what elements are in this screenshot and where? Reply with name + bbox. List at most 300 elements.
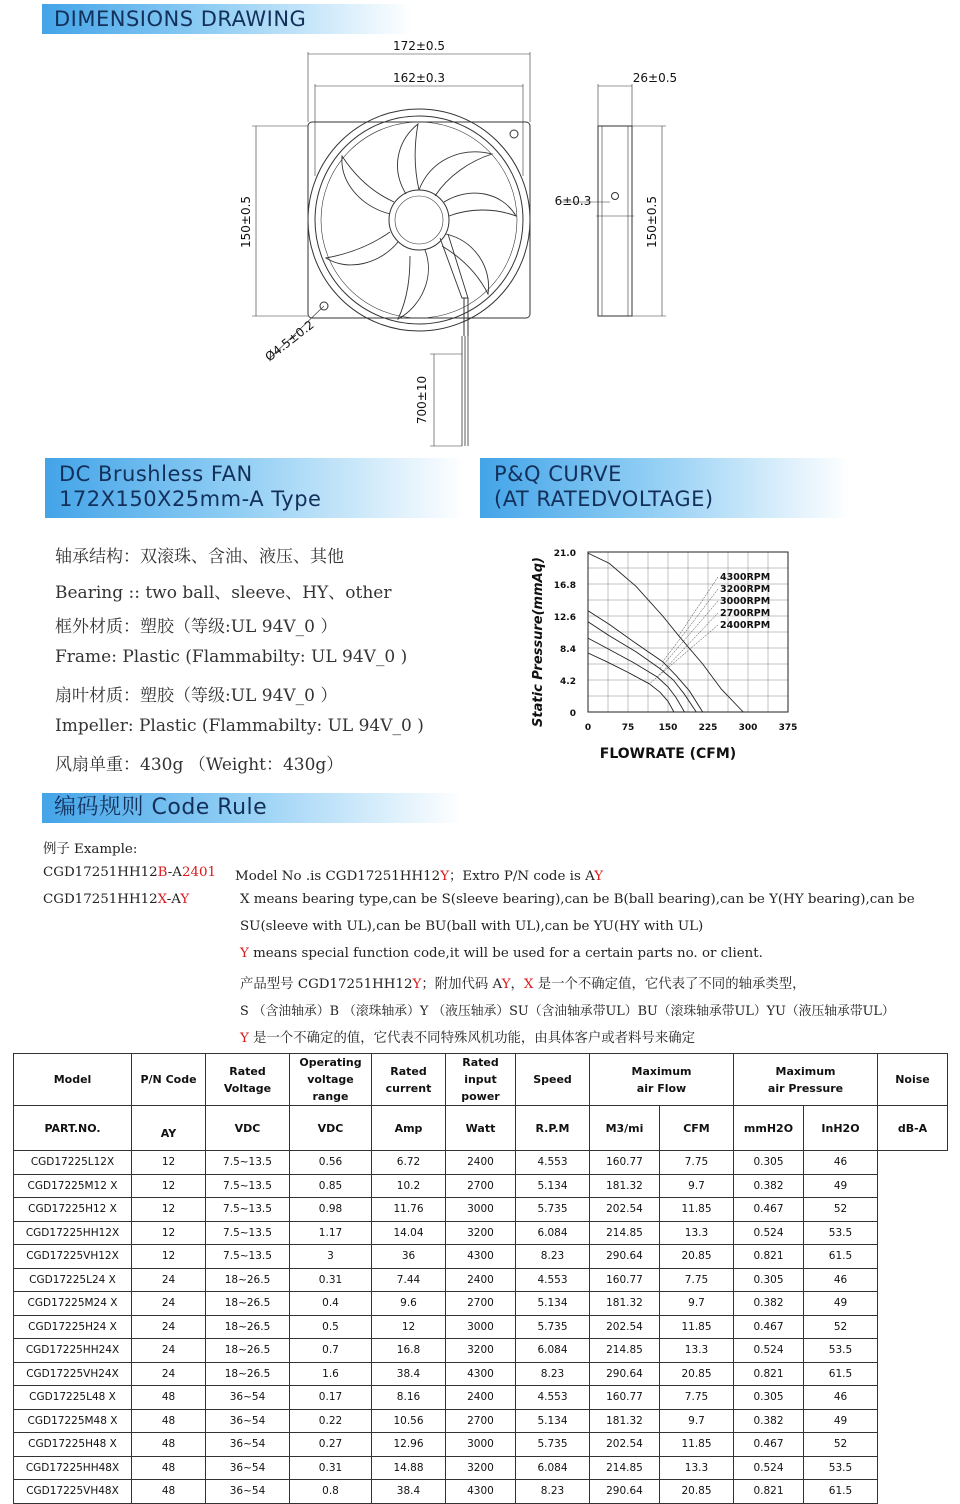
table-cell: 52 xyxy=(804,1433,878,1457)
table-cell: 7.75 xyxy=(660,1268,734,1292)
table-cell: 0.524 xyxy=(734,1456,804,1480)
table-cell: 12 xyxy=(132,1174,206,1198)
table-cell: 48 xyxy=(132,1480,206,1504)
table-cell: 0.8 xyxy=(290,1480,372,1504)
table-cell: 0.22 xyxy=(290,1409,372,1433)
y-meaning-line xyxy=(240,946,763,961)
dim-label-height-side: 150±0.5 xyxy=(645,195,659,249)
th-rated-power-1: Rated xyxy=(462,1056,499,1069)
y-tick-label: 21.0 xyxy=(553,549,576,559)
table-cell: 0.305 xyxy=(734,1151,804,1175)
table-cell: 24 xyxy=(132,1362,206,1386)
table-cell: 214.85 xyxy=(590,1221,660,1245)
table-row xyxy=(14,1433,948,1457)
example-2-code xyxy=(43,892,189,907)
table-cell: 0.56 xyxy=(290,1151,372,1175)
model-cell: CGD17225M12 X xyxy=(14,1174,132,1198)
table-cell: 160.77 xyxy=(590,1386,660,1410)
table-cell: 36~54 xyxy=(206,1433,290,1457)
table-cell: 0.4 xyxy=(290,1292,372,1316)
unit-part-no: PART.NO. xyxy=(14,1106,132,1151)
legend-leader-line xyxy=(649,625,718,684)
th-operating-range-2: voltage range xyxy=(307,1073,354,1103)
fan-side-view xyxy=(598,126,632,316)
series-line-3000rpm xyxy=(588,622,696,712)
cn-rule-1-y: Y xyxy=(412,977,422,992)
table-cell: 36~54 xyxy=(206,1480,290,1504)
table-cell: 53.5 xyxy=(804,1221,878,1245)
table-cell: 20.85 xyxy=(660,1480,734,1504)
table-cell: 3000 xyxy=(446,1198,516,1222)
example-1-code-prefix: CGD17251HH12 xyxy=(43,865,158,880)
spec-weight: 风扇单重：430g （Weight：430g） xyxy=(55,755,344,775)
table-cell: 181.32 xyxy=(590,1292,660,1316)
table-cell: 48 xyxy=(132,1409,206,1433)
table-cell: 38.4 xyxy=(372,1362,446,1386)
pq-curve-chart xyxy=(520,538,820,770)
table-cell: 5.134 xyxy=(516,1409,590,1433)
table-cell: 46 xyxy=(804,1386,878,1410)
example-2-code-sep: -A xyxy=(166,892,181,907)
table-row xyxy=(14,1245,948,1269)
spec-impeller-cn: 扇叶材质：塑胶（等级:UL 94V_0 ） xyxy=(55,686,338,706)
table-cell: 12 xyxy=(132,1245,206,1269)
legend-label: 2700RPM xyxy=(720,608,771,619)
table-cell: 0.524 xyxy=(734,1221,804,1245)
example-1-desc-mid: ；Extro P/N code is A xyxy=(449,869,595,884)
unit-range: VDC xyxy=(290,1106,372,1151)
table-cell: 48 xyxy=(132,1456,206,1480)
table-cell: 13.3 xyxy=(660,1221,734,1245)
table-cell: 18~26.5 xyxy=(206,1362,290,1386)
model-cell: CGD17225H48 X xyxy=(14,1433,132,1457)
table-cell: 11.85 xyxy=(660,1433,734,1457)
table-cell: 0.382 xyxy=(734,1174,804,1198)
table-cell: 6.084 xyxy=(516,1221,590,1245)
model-cell: CGD17225VH48X xyxy=(14,1480,132,1504)
table-cell: 181.32 xyxy=(590,1174,660,1198)
th-rated-power xyxy=(446,1054,516,1106)
table-cell: 6.084 xyxy=(516,1456,590,1480)
table-row xyxy=(14,1339,948,1363)
example-1-code-sep: -A xyxy=(167,865,182,880)
table-row xyxy=(14,1198,948,1222)
table-cell: 18~26.5 xyxy=(206,1268,290,1292)
pq-curve-title: P&Q CURVE xyxy=(494,462,622,486)
table-cell: 11.85 xyxy=(660,1198,734,1222)
model-cell: CGD17225HH24X xyxy=(14,1339,132,1363)
table-cell: 0.382 xyxy=(734,1292,804,1316)
table-cell: 52 xyxy=(804,1315,878,1339)
model-cell: CGD17225H24 X xyxy=(14,1315,132,1339)
y-tick-label: 4.2 xyxy=(560,677,576,687)
code-rule-title: 编码规则 Code Rule xyxy=(54,795,268,820)
example-2-code-prefix: CGD17251HH12 xyxy=(43,892,158,907)
th-max-airflow-1: Maximum xyxy=(631,1064,692,1078)
table-cell: 290.64 xyxy=(590,1245,660,1269)
model-cell: CGD17225M48 X xyxy=(14,1409,132,1433)
table-cell: 214.85 xyxy=(590,1456,660,1480)
table-cell: 9.7 xyxy=(660,1292,734,1316)
legend-label: 3000RPM xyxy=(720,596,771,607)
table-cell: 3200 xyxy=(446,1456,516,1480)
table-cell: 214.85 xyxy=(590,1339,660,1363)
code-rule-banner xyxy=(42,793,462,823)
table-row xyxy=(14,1315,948,1339)
th-rated-current xyxy=(372,1054,446,1106)
th-rated-current-2: current xyxy=(385,1081,432,1095)
table-cell: 12 xyxy=(132,1151,206,1175)
table-cell: 46 xyxy=(804,1268,878,1292)
cn-rule-1-mid: ；附加代码 A xyxy=(421,977,502,992)
x-tick-label: 225 xyxy=(698,723,718,733)
table-cell: 16.8 xyxy=(372,1339,446,1363)
table-row xyxy=(14,1151,948,1175)
table-cell: 2400 xyxy=(446,1268,516,1292)
table-cell: 20.85 xyxy=(660,1362,734,1386)
table-cell: 20.85 xyxy=(660,1245,734,1269)
legend-leader-line xyxy=(660,601,718,669)
unit-noise: dB-A xyxy=(878,1106,948,1151)
table-cell: 3200 xyxy=(446,1339,516,1363)
example-1-code-number: 2401 xyxy=(181,865,217,880)
table-cell: 10.2 xyxy=(372,1174,446,1198)
dim-label-width-inner: 162±0.3 xyxy=(392,71,446,85)
table-cell: 181.32 xyxy=(590,1409,660,1433)
th-operating-range-1: Operating xyxy=(299,1056,362,1069)
table-cell: 4.553 xyxy=(516,1386,590,1410)
y-tick-label: 16.8 xyxy=(553,581,576,591)
table-cell: 12 xyxy=(372,1315,446,1339)
table-cell: 0.7 xyxy=(290,1339,372,1363)
table-cell: 5.735 xyxy=(516,1433,590,1457)
table-cell: 7.5~13.5 xyxy=(206,1245,290,1269)
table-cell: 36~54 xyxy=(206,1409,290,1433)
table-cell: 3200 xyxy=(446,1221,516,1245)
cn-rule-line-3 xyxy=(240,1027,695,1046)
example-1-bearing-letter: B xyxy=(157,865,168,880)
table-cell: 48 xyxy=(132,1433,206,1457)
model-cell: CGD17225L24 X xyxy=(14,1268,132,1292)
table-cell: 6.72 xyxy=(372,1151,446,1175)
table-cell: 4300 xyxy=(446,1245,516,1269)
th-operating-range xyxy=(290,1054,372,1106)
y-meaning-text: means special function code,it will be used for a certain parts no. or client. xyxy=(248,946,763,961)
table-cell: 2700 xyxy=(446,1409,516,1433)
cn-rule-3-y: Y xyxy=(240,1031,249,1046)
table-cell: 38.4 xyxy=(372,1480,446,1504)
model-cell: CGD17225VH12X xyxy=(14,1245,132,1269)
table-cell: 9.6 xyxy=(372,1292,446,1316)
table-cell: 8.23 xyxy=(516,1480,590,1504)
legend-label: 4300RPM xyxy=(720,572,771,583)
table-cell: 2700 xyxy=(446,1292,516,1316)
table-cell: 7.5~13.5 xyxy=(206,1221,290,1245)
table-cell: 8.16 xyxy=(372,1386,446,1410)
table-cell: 46 xyxy=(804,1151,878,1175)
pn-code-cell: AY xyxy=(132,1106,206,1151)
table-cell: 3 xyxy=(290,1245,372,1269)
y-axis-label: Static Pressure(mmAq) xyxy=(531,557,546,727)
table-cell: 7.5~13.5 xyxy=(206,1198,290,1222)
table-cell: 5.134 xyxy=(516,1292,590,1316)
product-banner xyxy=(45,458,465,518)
model-cell: CGD17225L12X xyxy=(14,1151,132,1175)
table-row xyxy=(14,1362,948,1386)
table-cell: 0.85 xyxy=(290,1174,372,1198)
table-cell: 0.524 xyxy=(734,1339,804,1363)
table-cell: 7.75 xyxy=(660,1386,734,1410)
th-rated-voltage-1: Rated xyxy=(229,1064,266,1078)
th-noise: Noise xyxy=(878,1054,948,1106)
example-1-desc-y2: Y xyxy=(594,869,604,884)
unit-power: Watt xyxy=(446,1106,516,1151)
th-max-pressure-1: Maximum xyxy=(775,1064,836,1078)
table-cell: 4300 xyxy=(446,1480,516,1504)
table-cell: 36 xyxy=(372,1245,446,1269)
example-label: 例子 Example: xyxy=(43,842,138,857)
table-cell: 5.134 xyxy=(516,1174,590,1198)
table-cell: 11.85 xyxy=(660,1315,734,1339)
table-cell: 12 xyxy=(132,1221,206,1245)
table-cell: 7.44 xyxy=(372,1268,446,1292)
cn-rule-1-sep: ， xyxy=(510,977,524,992)
table-cell: 24 xyxy=(132,1339,206,1363)
table-cell: 0.467 xyxy=(734,1198,804,1222)
table-row xyxy=(14,1221,948,1245)
pq-curve-subtitle: (AT RATEDVOLTAGE) xyxy=(494,487,714,511)
table-row xyxy=(14,1386,948,1410)
table-cell: 61.5 xyxy=(804,1362,878,1386)
table-cell: 18~26.5 xyxy=(206,1292,290,1316)
table-cell: 7.5~13.5 xyxy=(206,1174,290,1198)
table-row xyxy=(14,1456,948,1480)
x-axis-label: FLOWRATE (CFM) xyxy=(599,746,737,762)
pq-curve-banner xyxy=(480,458,850,518)
table-cell: 13.3 xyxy=(660,1339,734,1363)
dimensions-banner xyxy=(42,4,412,34)
spec-frame-cn: 框外材质：塑胶（等级:UL 94V_0 ） xyxy=(55,617,338,637)
table-cell: 24 xyxy=(132,1268,206,1292)
cn-rule-line-2: S （含油轴承）B （滚珠轴承）Y （液压轴承）SU（含油轴承带UL）BU（滚珠轴承带UL）YU（液压轴承带UL） xyxy=(240,1004,895,1019)
table-cell: 7.75 xyxy=(660,1151,734,1175)
th-rated-power-2: input power xyxy=(461,1073,500,1103)
table-cell: 160.77 xyxy=(590,1268,660,1292)
table-cell: 12.96 xyxy=(372,1433,446,1457)
dim-label-hole-offset: 6±0.3 xyxy=(554,194,592,208)
table-cell: 24 xyxy=(132,1315,206,1339)
example-1-desc-y: Y xyxy=(440,869,450,884)
unit-pressure-inh2o: InH2O xyxy=(804,1106,878,1151)
table-cell: 53.5 xyxy=(804,1339,878,1363)
dim-label-lead-length: 700±10 xyxy=(415,375,429,425)
table-cell: 160.77 xyxy=(590,1151,660,1175)
spec-bearing-cn: 轴承结构：双滚珠、含油、液压、其他 xyxy=(55,547,344,567)
dim-label-thickness: 26±0.5 xyxy=(632,71,678,85)
dim-label-width-outer: 172±0.5 xyxy=(392,39,446,53)
table-cell: 52 xyxy=(804,1198,878,1222)
table-cell: 24 xyxy=(132,1292,206,1316)
dim-label-hole-diameter: Ø4.5±0.2 xyxy=(262,317,317,365)
table-cell: 2400 xyxy=(446,1151,516,1175)
unit-airflow-m3: M3/mi xyxy=(590,1106,660,1151)
example-1-description xyxy=(235,865,603,884)
model-cell: CGD17225M24 X xyxy=(14,1292,132,1316)
x-tick-label: 150 xyxy=(658,723,678,733)
unit-pressure-mmh2o: mmH2O xyxy=(734,1106,804,1151)
table-row xyxy=(14,1292,948,1316)
fan-outer-ring xyxy=(308,109,530,331)
table-cell: 3000 xyxy=(446,1433,516,1457)
y-tick-label: 0 xyxy=(569,709,576,719)
fan-hub xyxy=(389,190,449,250)
table-cell: 0.98 xyxy=(290,1198,372,1222)
cn-rule-1-x: X xyxy=(523,977,534,992)
table-cell: 0.821 xyxy=(734,1480,804,1504)
legend-label: 2400RPM xyxy=(720,620,771,631)
table-cell: 0.31 xyxy=(290,1456,372,1480)
table-cell: 4300 xyxy=(446,1362,516,1386)
table-cell: 14.04 xyxy=(372,1221,446,1245)
cn-rule-3-post: 是一个不确定的值，它代表不同特殊风机功能，由具体客户或者料号来确定 xyxy=(248,1031,695,1046)
x-tick-label: 300 xyxy=(738,723,758,733)
table-cell: 0.382 xyxy=(734,1409,804,1433)
model-spec-table xyxy=(13,1053,948,1504)
table-cell: 0.27 xyxy=(290,1433,372,1457)
table-cell: 14.88 xyxy=(372,1456,446,1480)
table-cell: 49 xyxy=(804,1409,878,1433)
x-meaning-line-2: SU(sleeve with UL),can be BU(ball with UL),can be YU(HY with UL) xyxy=(240,919,704,934)
series-line-2400rpm xyxy=(588,653,674,712)
table-cell: 8.23 xyxy=(516,1245,590,1269)
table-cell: 1.17 xyxy=(290,1221,372,1245)
table-cell: 5.735 xyxy=(516,1198,590,1222)
model-cell: CGD17225VH24X xyxy=(14,1362,132,1386)
y-tick-label: 12.6 xyxy=(553,613,576,623)
cn-rule-line-1 xyxy=(240,973,806,992)
table-cell: 0.821 xyxy=(734,1245,804,1269)
table-cell: 61.5 xyxy=(804,1480,878,1504)
th-pn-code: P/N Code xyxy=(132,1054,206,1106)
model-cell: CGD17225L48 X xyxy=(14,1386,132,1410)
table-cell: 49 xyxy=(804,1292,878,1316)
table-cell: 290.64 xyxy=(590,1480,660,1504)
table-cell: 0.821 xyxy=(734,1362,804,1386)
table-cell: 202.54 xyxy=(590,1315,660,1339)
table-cell: 10.56 xyxy=(372,1409,446,1433)
table-cell: 53.5 xyxy=(804,1456,878,1480)
table-cell: 0.5 xyxy=(290,1315,372,1339)
example-1-code xyxy=(43,865,216,880)
y-tick-label: 8.4 xyxy=(560,645,576,655)
table-row xyxy=(14,1409,948,1433)
unit-current: Amp xyxy=(372,1106,446,1151)
th-max-pressure xyxy=(734,1054,878,1106)
th-max-pressure-2: air Pressure xyxy=(767,1081,844,1095)
example-2-y: Y xyxy=(180,892,190,907)
th-max-airflow-2: air Flow xyxy=(636,1081,687,1095)
table-cell: 290.64 xyxy=(590,1362,660,1386)
table-cell: 13.3 xyxy=(660,1456,734,1480)
table-cell: 0.467 xyxy=(734,1433,804,1457)
y-letter: Y xyxy=(240,946,249,961)
product-name: DC Brushless FAN xyxy=(59,462,253,486)
table-row xyxy=(14,1268,948,1292)
legend-leader-line xyxy=(679,577,718,636)
table-cell: 4.553 xyxy=(516,1151,590,1175)
model-cell: CGD17225HH48X xyxy=(14,1456,132,1480)
table-cell: 12 xyxy=(132,1198,206,1222)
table-cell: 0.31 xyxy=(290,1268,372,1292)
table-cell: 7.5~13.5 xyxy=(206,1151,290,1175)
table-cell: 9.7 xyxy=(660,1174,734,1198)
table-cell: 5.735 xyxy=(516,1315,590,1339)
th-speed: Speed xyxy=(516,1054,590,1106)
table-cell: 8.23 xyxy=(516,1362,590,1386)
spec-impeller-en: Impeller: Plastic (Flammabilty: UL 94V_0 ) xyxy=(55,716,424,736)
table-cell: 3000 xyxy=(446,1315,516,1339)
table-cell: 0.305 xyxy=(734,1386,804,1410)
table-row xyxy=(14,1480,948,1504)
table-cell: 18~26.5 xyxy=(206,1339,290,1363)
dim-label-height-front: 150±0.5 xyxy=(239,195,253,249)
spec-frame-en: Frame: Plastic (Flammabilty: UL 94V_0 ) xyxy=(55,647,408,667)
table-cell: 2400 xyxy=(446,1386,516,1410)
th-rated-current-1: Rated xyxy=(390,1064,427,1078)
unit-speed: R.P.M xyxy=(516,1106,590,1151)
table-cell: 1.6 xyxy=(290,1362,372,1386)
x-meaning-line-1: X means bearing type,can be S(sleeve bearing),can be B(ball bearing),can be Y(HY bearing),can be xyxy=(240,892,915,907)
th-rated-voltage-2: Voltage xyxy=(223,1081,272,1095)
table-cell: 9.7 xyxy=(660,1409,734,1433)
table-cell: 49 xyxy=(804,1174,878,1198)
product-size-type: 172X150X25mm-A Type xyxy=(59,487,322,511)
legend-label: 3200RPM xyxy=(720,584,771,595)
table-cell: 18~26.5 xyxy=(206,1315,290,1339)
cn-rule-1-post: 是一个不确定值，它代表了不同的轴承类型， xyxy=(533,977,806,992)
model-cell: CGD17225H12 X xyxy=(14,1198,132,1222)
series-line-2700rpm xyxy=(588,638,685,712)
table-cell: 11.76 xyxy=(372,1198,446,1222)
fan-dimension-drawing xyxy=(230,36,700,450)
x-tick-label: 75 xyxy=(621,723,635,733)
fan-inner-ring xyxy=(315,116,523,324)
x-tick-label: 375 xyxy=(778,723,798,733)
table-cell: 48 xyxy=(132,1386,206,1410)
th-max-airflow xyxy=(590,1054,734,1106)
table-cell: 36~54 xyxy=(206,1456,290,1480)
cn-rule-1-prefix: 产品型号 CGD17251HH12 xyxy=(240,977,413,992)
cn-rule-1-y2: Y xyxy=(501,977,511,992)
th-model: Model xyxy=(14,1054,132,1106)
example-2-x: X xyxy=(157,892,167,907)
table-cell: 0.17 xyxy=(290,1386,372,1410)
table-cell: 61.5 xyxy=(804,1245,878,1269)
table-cell: 0.467 xyxy=(734,1315,804,1339)
unit-voltage: VDC xyxy=(206,1106,290,1151)
table-cell: 4.553 xyxy=(516,1268,590,1292)
dimensions-title: DIMENSIONS DRAWING xyxy=(54,7,307,31)
th-rated-voltage xyxy=(206,1054,290,1106)
table-cell: 202.54 xyxy=(590,1433,660,1457)
table-cell: 202.54 xyxy=(590,1198,660,1222)
unit-airflow-cfm: CFM xyxy=(660,1106,734,1151)
example-1-desc-prefix: Model No .is CGD17251HH12 xyxy=(235,869,441,884)
table-cell: 6.084 xyxy=(516,1339,590,1363)
x-tick-label: 0 xyxy=(584,723,592,733)
table-cell: 36~54 xyxy=(206,1386,290,1410)
spec-bearing-en: Bearing :: two ball、sleeve、HY、other xyxy=(55,583,392,603)
